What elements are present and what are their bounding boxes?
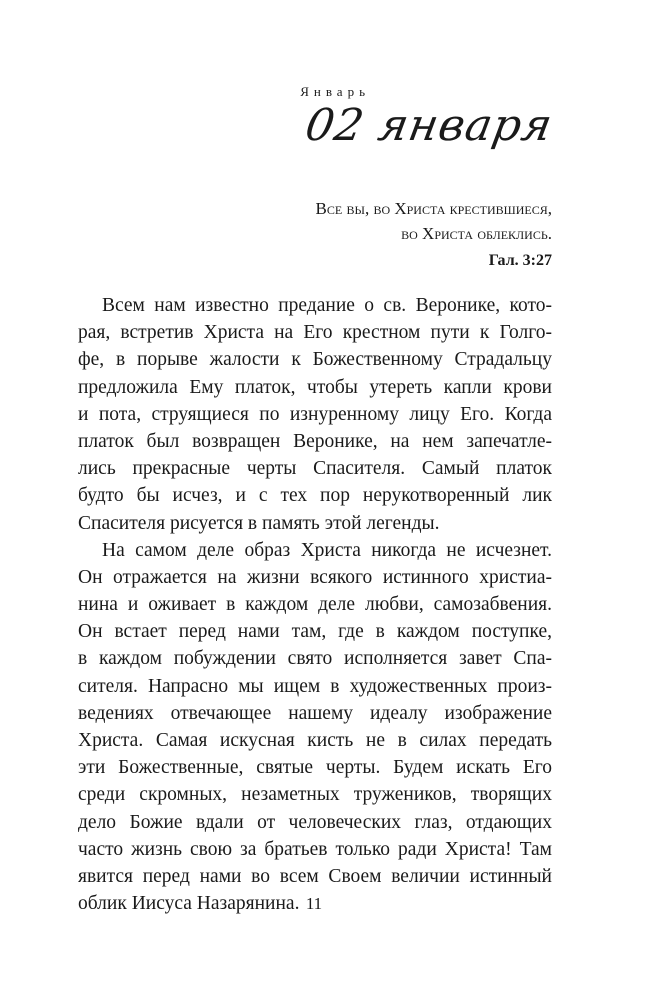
text-line: ведениях отвечающее нашему идеалу изображение — [78, 702, 552, 724]
epigraph-reference: Гал. 3:27 — [488, 252, 552, 269]
text-line: среди скромных, незаметных тружеников, творящих — [78, 784, 552, 806]
text-line: будто бы исчез, и с тех пор нерукотворенный лик — [78, 485, 552, 507]
text-line: часто жизнь свою за братьев только ради Христа! Там — [78, 838, 552, 860]
epigraph-line: во Христа облеклись. — [401, 224, 552, 243]
text-line: предложила Ему платок, чтобы утереть капли крови — [78, 376, 552, 398]
text-line: Всем нам известно предание о св. Веронике, кото- — [102, 295, 552, 316]
text-line: дело Божие вдали от человеческих глаз, отдающих — [78, 811, 552, 833]
body-text — [78, 292, 552, 917]
text-line: и пота, струящиеся по изнуренному лицу Его. Когда — [78, 403, 552, 425]
date-title: 02 января — [301, 100, 557, 151]
text-line: облик Иисуса Назарянина. — [78, 893, 300, 915]
text-line: сителя. Напрасно мы ищем в художественных произ- — [78, 675, 552, 697]
text-line: Он встает перед нами там, где в каждом поступке, — [78, 621, 552, 643]
text-line: нина и оживает в каждом деле любви, самозабвения. — [78, 594, 552, 616]
paragraph — [78, 292, 552, 537]
text-line: лись прекрасные черты Спасителя. Самый платок — [78, 458, 552, 480]
text-line: эти Божественные, святые черты. Будем искать Его — [78, 757, 552, 779]
text-line: явится перед нами во всем Своем величии истинный — [78, 865, 552, 887]
text-line: Христа. Самая искусная кисть не в силах передать — [78, 730, 552, 751]
text-line: Спасителя рисуется в память этой легенды. — [78, 512, 440, 534]
text-line: фе, в порыве жалости к Божественному Страдальцу — [78, 349, 552, 371]
text-line: На самом деле образ Христа никогда не исчезнет. — [102, 539, 552, 561]
text-line: Он отражается на жизни всякого истинного христиа- — [78, 566, 552, 588]
text-line: платок был возвращен Веронике, на нем запечатле- — [78, 430, 552, 452]
epigraph-line: Все вы, во Христа крестившиеся, — [315, 199, 552, 218]
paragraph — [78, 537, 552, 918]
running-head: Январь — [300, 84, 370, 99]
page-number: 11 — [305, 894, 323, 913]
text-line: рая, встретив Христа на Его крестном пути к Голго- — [78, 322, 552, 344]
epigraph — [132, 196, 552, 273]
text-line: в каждом побуждении свято исполняется завет Спа- — [78, 648, 552, 670]
